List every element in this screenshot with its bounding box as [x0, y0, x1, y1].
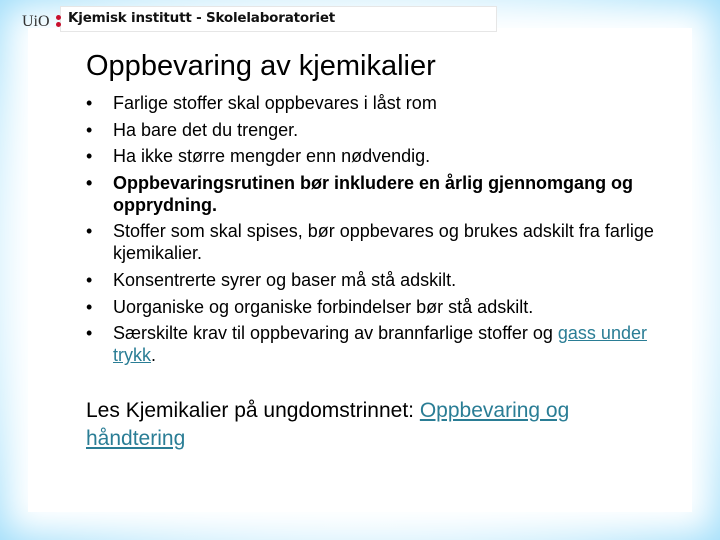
list-item [86, 172, 666, 216]
oppbevaring-og-handtering-link[interactable]: Oppbevaring og håndtering [86, 399, 570, 450]
list-item [86, 119, 666, 141]
bullet-icon: • [86, 172, 93, 193]
list-item [86, 92, 666, 114]
bullet-icon: • [86, 269, 93, 290]
bullet-icon: • [86, 221, 93, 242]
list-item [86, 296, 666, 318]
list-item [86, 322, 666, 366]
list-item-text: Stoffer som skal spises, bør oppbevares og brukes adskilt fra farlige kjemikalier. [113, 221, 654, 264]
bullet-icon: • [86, 323, 93, 344]
list-item [86, 269, 666, 291]
list-item-text: Ha ikke større mengder enn nødvendig. [113, 146, 431, 167]
list-item-text: Ha bare det du trenger. [113, 119, 299, 140]
list-item-text: Konsentrerte syrer og baser må stå adskilt. [113, 269, 457, 290]
list-item-text: Farlige stoffer skal oppbevares i låst rom [113, 93, 437, 113]
footer-label: Les Kjemikalier på ungdomstrinnet: [86, 399, 420, 422]
bullet-icon: • [86, 296, 93, 317]
list-item [86, 145, 666, 167]
bullet-icon: • [86, 93, 93, 113]
list-item [86, 220, 666, 264]
bullet-list [86, 92, 666, 371]
bullet-icon: • [86, 119, 93, 140]
uio-logo: UiO [22, 13, 50, 30]
slide-title: Oppbevaring av kjemikalier [86, 50, 436, 82]
list-item-text-end: . [151, 345, 157, 366]
header-title: Kjemisk institutt - Skolelaboratoriet [68, 10, 336, 26]
list-item-text: Oppbevaringsrutinen bør inkludere en årlig gjennomgang og opprydning. [113, 172, 634, 215]
gass-under-trykk-link[interactable]: gass under trykk [113, 323, 647, 366]
list-item-text: Uorganiske og organiske forbindelser bør stå adskilt. [113, 296, 534, 317]
list-item-text: Særskilte krav til oppbevaring av brannfarlige stoffer og [113, 323, 558, 344]
bullet-icon: • [86, 146, 93, 167]
uio-logo-dots-icon [56, 15, 62, 31]
footer-text [86, 397, 656, 453]
